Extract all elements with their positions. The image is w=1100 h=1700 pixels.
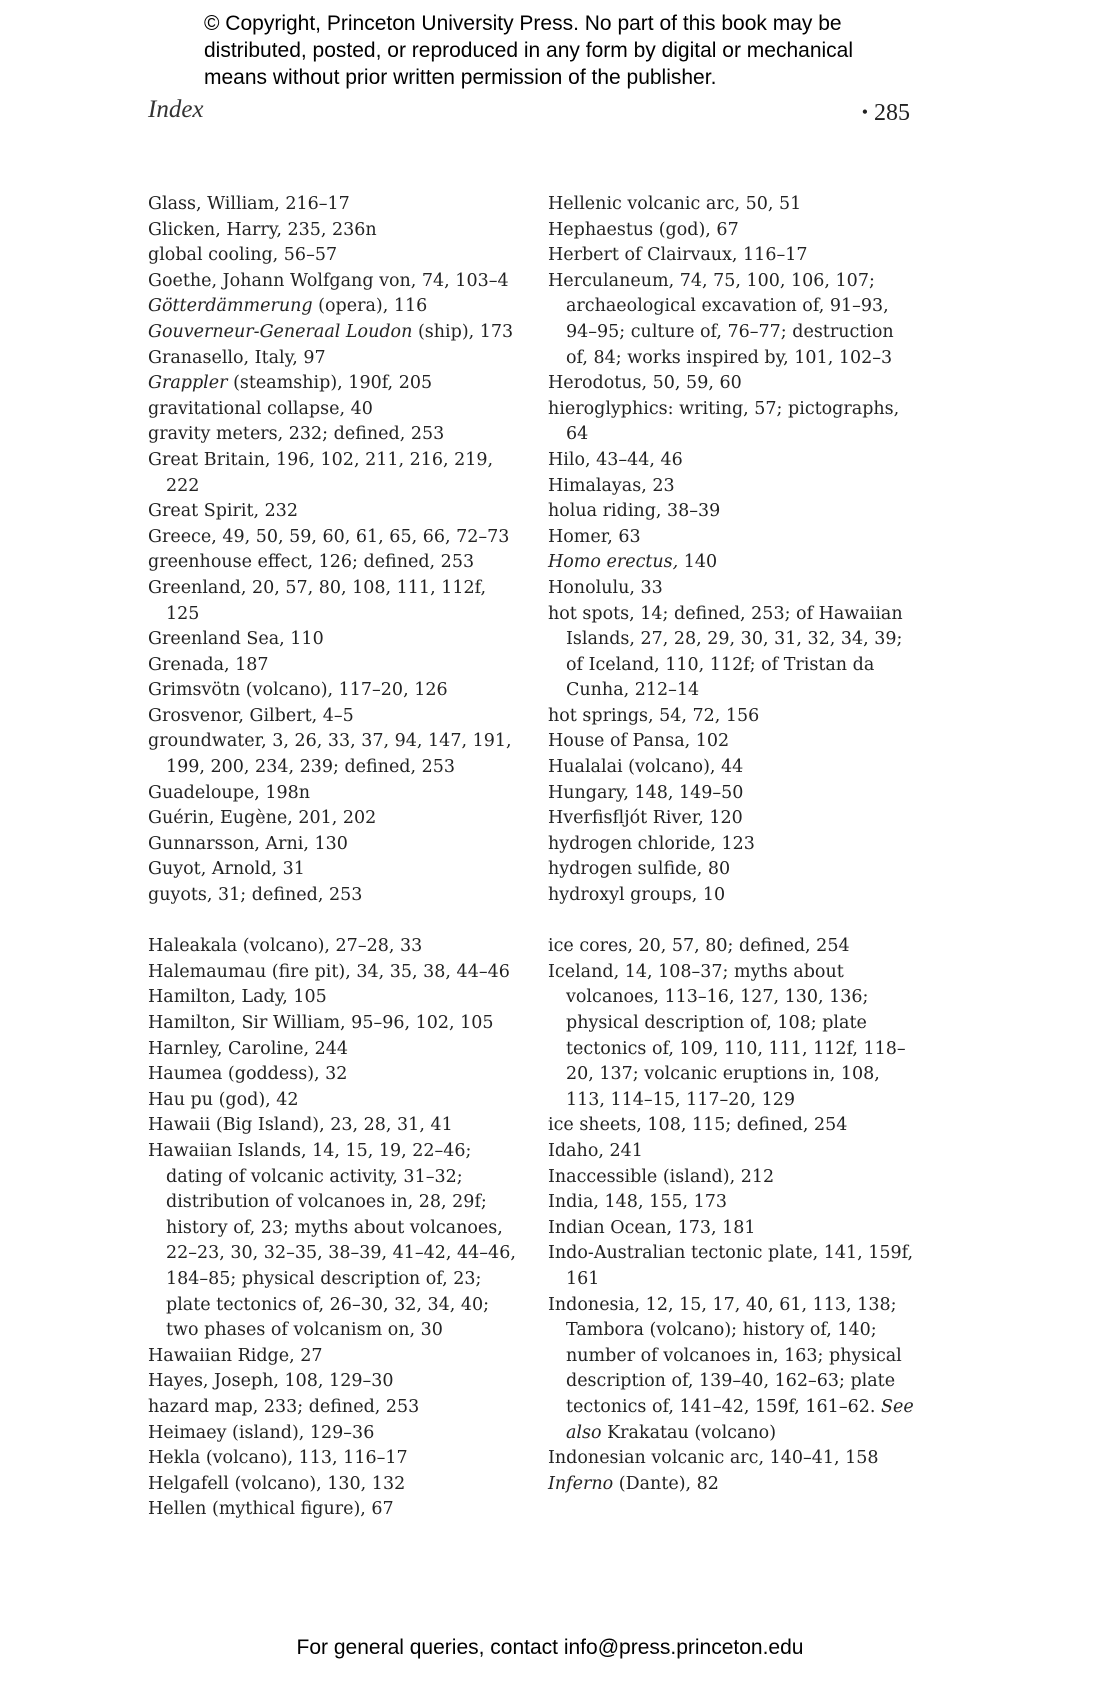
index-entry-text: Inaccessible (island), 212 (548, 1166, 775, 1187)
index-entry (148, 857, 520, 883)
index-entry-text: House of Pansa, 102 (548, 731, 730, 752)
index-entry (148, 934, 520, 960)
index-entry-text: Greenland Sea, 110 (148, 629, 324, 650)
index-entry-text: (Dante), 82 (613, 1473, 719, 1494)
index-entry-text: (opera), 116 (312, 296, 428, 317)
index-entry (548, 1446, 920, 1472)
copyright-line: distributed, posted, or reproduced in any form by digital or mechanical (204, 39, 854, 62)
index-entry-text: Himalayas, 23 (548, 475, 675, 496)
index-entry-text: Honolulu, 33 (548, 577, 663, 598)
running-head: Index (148, 96, 204, 123)
index-entry (548, 857, 920, 883)
index-entry (148, 192, 520, 218)
index-entry (148, 1011, 520, 1037)
index-entry (148, 576, 520, 627)
index-entry-text: Halemaumau (fire pit), 34, 35, 38, 44–46 (148, 961, 510, 982)
index-entry-text: Guyot, Arnold, 31 (148, 859, 305, 880)
index-entry (148, 218, 520, 244)
index-entry (148, 1446, 520, 1472)
index-entry (148, 806, 520, 832)
index-entry-text: Glass, William, 216–17 (148, 194, 350, 214)
index-entry (148, 985, 520, 1011)
index-entry-text: Haumea (goddess), 32 (148, 1064, 348, 1085)
index-entry-text: Guérin, Eugène, 201, 202 (148, 808, 377, 829)
index-entry-text: Great Spirit, 232 (148, 501, 299, 522)
index-entry (548, 474, 920, 500)
index-entry-text: hydrogen chloride, 123 (548, 833, 755, 854)
index-entry-see-also: See also (566, 1396, 914, 1443)
index-entry-text: hot spots, 14; defined, 253; of Hawaiian Islands, 27, 28, 29, 30, 31, 32, 34, 39; of Iceland, 110, 112f; of Tristan da Cunha, 212–14 (548, 603, 903, 701)
copyright-line: © Copyright, Princeton University Press. No part of this book may be (204, 12, 842, 35)
index-entry (148, 422, 520, 448)
page-number-value: 285 (874, 100, 910, 126)
index-entry-text: Guadeloupe, 198n (148, 782, 311, 803)
index-entry (148, 1472, 520, 1498)
index-entry (548, 806, 920, 832)
index-entry-text: Indonesian volcanic arc, 140–41, 158 (548, 1448, 879, 1469)
index-entry-text: Hawaiian Islands, 14, 15, 19, 22–46; dating of volcanic activity, 31–32; distribution of volcanoes in, 28, 29f; history of, 23; myths about volcanoes, 22–23, 30, 32–35, 38–39, 41–42, 44–46, 184–85; physical description of, 23; plate tectonics of, 26–30, 32, 34, 40; two phases of volcanism on, 30 (148, 1140, 516, 1341)
index-entry-text: greenhouse effect, 126; defined, 253 (148, 552, 475, 573)
index-entry (148, 832, 520, 858)
index-entry (148, 883, 520, 909)
index-column-left (148, 192, 520, 1523)
index-entry (148, 346, 520, 372)
index-entry-text: Harnley, Caroline, 244 (148, 1038, 349, 1059)
index-entry (548, 243, 920, 269)
index-entry-text: guyots, 31; defined, 253 (148, 885, 363, 906)
index-entry (148, 499, 520, 525)
index-entry-text: Great Britain, 196, 102, 211, 216, 219, 222 (148, 449, 494, 496)
index-entry (148, 1113, 520, 1139)
index-entry-italic: Götterdämmerung (148, 296, 313, 317)
index-entry (548, 1472, 920, 1498)
index-entry-text: Herodotus, 50, 59, 60 (548, 373, 742, 394)
index-entry (548, 704, 920, 730)
index-entry (548, 550, 920, 576)
index-entry-text: Herculaneum, 74, 75, 100, 106, 107; archaeological excavation of, 91–93, 94–95; culture of, 76–77; destruction of, 84; works inspired by, 101, 102–3 (548, 270, 894, 368)
index-entry-text: Iceland, 14, 108–37; myths about volcanoes, 113–16, 127, 130, 136; physical description of, 108; plate tectonics of, 109, 110, 111, 112f, 118–20, 137; volcanic eruptions in, 108, 113, 114–15, 117–20, 129 (548, 961, 906, 1110)
index-entry-text: Hamilton, Sir William, 95–96, 102, 105 (148, 1013, 494, 1033)
index-entry (548, 1139, 920, 1165)
index-entry-text: groundwater, 3, 26, 33, 37, 94, 147, 191, 199, 200, 234, 239; defined, 253 (148, 731, 512, 778)
index-entry-text: Hungary, 148, 149–50 (548, 782, 744, 803)
index-entry (548, 397, 920, 448)
index-entry-text: India, 148, 155, 173 (548, 1192, 727, 1213)
index-entry (548, 448, 920, 474)
index-entry-text: ice sheets, 108, 115; defined, 254 (548, 1115, 848, 1136)
index-entry-text: Greenland, 20, 57, 80, 108, 111, 112f, 125 (148, 577, 487, 624)
page-bullet: • (861, 102, 868, 122)
copyright-notice (204, 10, 964, 91)
index-entry (548, 1293, 920, 1447)
index-entry-text: Grimsvötn (volcano), 117–20, 126 (148, 680, 448, 701)
index-entry-text: Hamilton, Lady, 105 (148, 987, 327, 1008)
index-entry (148, 653, 520, 679)
index-entry (148, 678, 520, 704)
index-entry-text: ice cores, 20, 57, 80; defined, 254 (548, 936, 850, 957)
index-entry-text: Glicken, Harry, 235, 236n (148, 219, 377, 240)
index-entry-text: Hualalai (volcano), 44 (548, 757, 744, 778)
index-entry-text: global cooling, 56–57 (148, 245, 338, 266)
index-entry (148, 704, 520, 730)
index-entry (548, 269, 920, 371)
index-entry (148, 1062, 520, 1088)
index-entry-text: Hekla (volcano), 113, 116–17 (148, 1448, 408, 1469)
index-entry (148, 269, 520, 295)
index-entry (548, 781, 920, 807)
index-entry (148, 1497, 520, 1523)
index-entry-text: Hephaestus (god), 67 (548, 219, 739, 240)
index-entry (548, 883, 920, 909)
index-entry-text: (steamship), 190f, 205 (227, 373, 433, 394)
index-entry (148, 294, 520, 320)
index-entry (548, 602, 920, 704)
index-entry-text: 140 (678, 552, 718, 573)
index-entry-text: Helgafell (volcano), 130, 132 (148, 1473, 406, 1494)
index-entry (148, 1344, 520, 1370)
index-entry-text: hydroxyl groups, 10 (548, 885, 726, 906)
index-entry-text: Hawaii (Big Island), 23, 28, 31, 41 (148, 1115, 453, 1136)
index-entry-text: hazard map, 233; defined, 253 (148, 1396, 420, 1417)
copyright-line: means without prior written permission of the publisher. (204, 66, 717, 89)
index-entry-italic: Gouverneur-Generaal Loudon (148, 321, 413, 342)
index-entry (148, 1088, 520, 1114)
index-entry-text: Hau pu (god), 42 (148, 1089, 299, 1110)
index-entry (548, 192, 920, 218)
index-entry-text: Hellen (mythical figure), 67 (148, 1499, 394, 1520)
index-entry (548, 960, 920, 1114)
index-entry (548, 934, 920, 960)
index-entry-text: Grenada, 187 (148, 654, 269, 675)
index-entry-text: Hilo, 43–44, 46 (548, 449, 683, 470)
index-entry-text: Indo-Australian tectonic plate, 141, 159f, 161 (548, 1243, 914, 1289)
index-entry-text: Herbert of Clairvaux, 116–17 (548, 245, 808, 266)
letter-section-gap (548, 909, 920, 935)
index-entry (548, 1113, 920, 1139)
index-entry (148, 550, 520, 576)
index-entry (148, 397, 520, 423)
index-entry-text: Heimaey (island), 129–36 (148, 1422, 375, 1443)
index-entry (548, 832, 920, 858)
index-entry (548, 371, 920, 397)
index-entry (148, 448, 520, 499)
index-entry-text: Greece, 49, 50, 59, 60, 61, 65, 66, 72–73 (148, 526, 510, 547)
index-entry-text: Indonesia, 12, 15, 17, 40, 61, 113, 138; Tambora (volcano); history of, 140; number of volcanoes in, 163; physical description of, 139–40, 162–63; plate tectonics of, 141–42, 159f, 161–62. (548, 1294, 902, 1417)
index-entry-text: Hayes, Joseph, 108, 129–30 (148, 1371, 394, 1392)
index-entry (548, 525, 920, 551)
index-entry (548, 499, 920, 525)
index-entry-text: Indian Ocean, 173, 181 (548, 1217, 756, 1238)
footer-contact: For general queries, contact info@press.princeton.edu (296, 1636, 804, 1659)
index-entry-text: hydrogen sulfide, 80 (548, 859, 731, 880)
index-entry (148, 243, 520, 269)
index-entry-text: Grosvenor, Gilbert, 4–5 (148, 705, 354, 726)
index-entry (548, 576, 920, 602)
index-entry (148, 1369, 520, 1395)
index-entry-text: gravitational collapse, 40 (148, 398, 373, 419)
index-entry-italic: Grappler (148, 373, 228, 394)
index-entry-text: hieroglyphics: writing, 57; pictographs, 64 (548, 398, 900, 445)
index-entry (548, 1216, 920, 1242)
index-entry (148, 627, 520, 653)
index-entry (148, 371, 520, 397)
index-entry-text: Gunnarsson, Arni, 130 (148, 833, 348, 854)
index-entry-text: Goethe, Johann Wolfgang von, 74, 103–4 (148, 270, 509, 291)
index-entry (548, 755, 920, 781)
index-entry (148, 1037, 520, 1063)
index-entry-text: Granasello, Italy, 97 (148, 347, 326, 368)
index-entry-text: Haleakala (volcano), 27–28, 33 (148, 936, 423, 957)
index-entry (548, 729, 920, 755)
index-entry (548, 218, 920, 244)
page-number (862, 100, 910, 127)
index-entry (148, 1395, 520, 1421)
index-entry (548, 1190, 920, 1216)
index-entry-text: Krakatau (volcano) (601, 1422, 777, 1443)
index-entry-text: gravity meters, 232; defined, 253 (148, 424, 445, 445)
index-entry-text: (ship), 173 (412, 321, 514, 342)
index-entry-text: holua riding, 38–39 (548, 501, 721, 522)
index-column-right (548, 192, 920, 1497)
index-entry-text: Hawaiian Ridge, 27 (148, 1345, 323, 1366)
index-entry-text: Idaho, 241 (548, 1140, 643, 1161)
index-entry (148, 1139, 520, 1344)
index-entry-italic: Inferno (548, 1473, 614, 1494)
index-entry (148, 781, 520, 807)
index-entry-text: hot springs, 54, 72, 156 (548, 705, 760, 726)
index-entry (148, 960, 520, 986)
index-entry-text: Homer, 63 (548, 526, 641, 547)
index-entry (148, 320, 520, 346)
index-entry-text: Hverfisfljót River, 120 (548, 808, 743, 829)
index-entry (148, 729, 520, 780)
index-entry-italic: Homo erectus, (548, 552, 679, 573)
index-entry (148, 525, 520, 551)
index-entry (548, 1165, 920, 1191)
index-entry-text: Hellenic volcanic arc, 50, 51 (548, 194, 802, 214)
index-entry (148, 1421, 520, 1447)
letter-section-gap (148, 909, 520, 935)
index-entry (548, 1241, 920, 1292)
